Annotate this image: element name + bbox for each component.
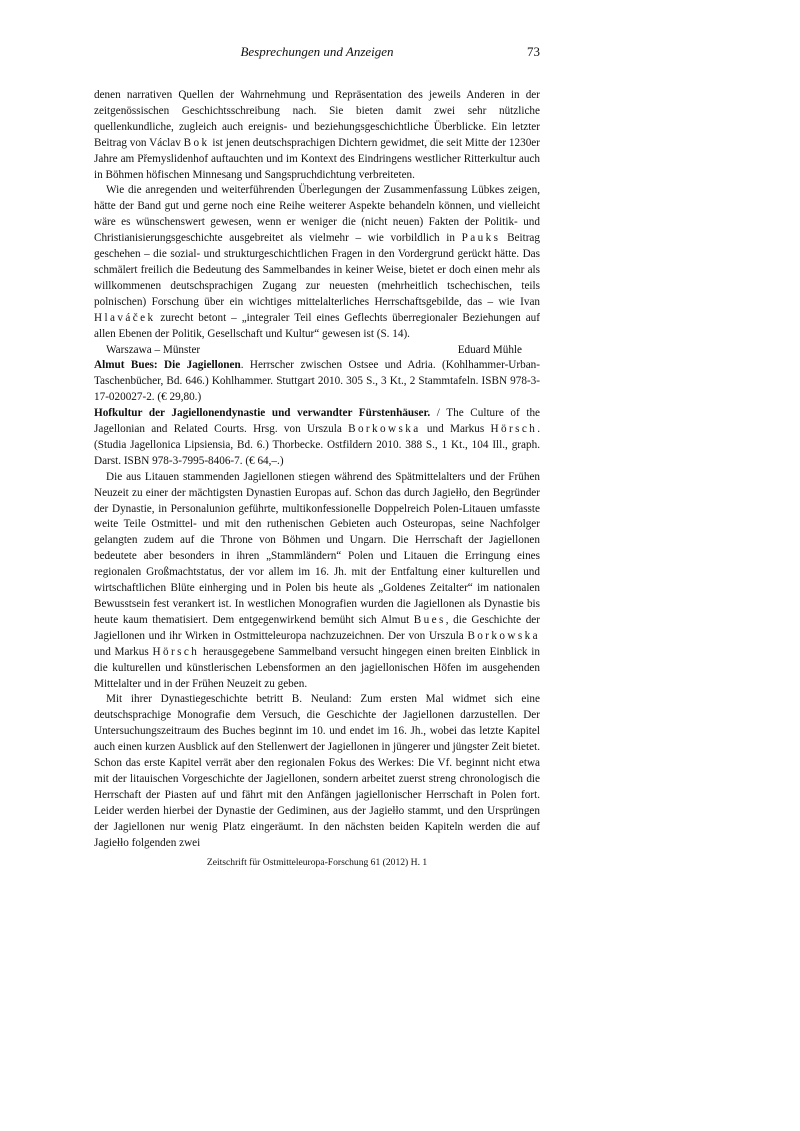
review2-paragraph-1 bbox=[94, 470, 540, 693]
book-entry-2 bbox=[94, 406, 540, 470]
text-run: Die aus Litauen stammenden Jagiellonen stiegen während des Spätmittelalters und der Frühen Neuzeit zu einer der mächtigsten Dynastien Europas auf. Schon das durch Jagiełło, den Begründer der Dynastie, in Personalunion geführte, multikonfessionelle Doppelreich Polen-Litauen umfasste weite Teile Ostmittel- und mit den ruthenischen Gebieten auch Osteuropas, seine Nachfolger gelangten zudem auf die Throne von Böhmen und Ungarn. Die Herrschaft der Jagiellonen bedeutete aber besonders in ihren „Stammländern“ Polen und Litauen die Erringung eines regionalen Großmachtstatus, der vor allem im 16. Jh. mit der Entfaltung einer kulturellen und wirtschaftlichen Blüte einherging und in Polen bis heute als „Goldenes Zeitalter“ im nationalen Bewusstsein fest verankert ist. In westlichen Monografien wurden die Jagiellonen als Dynastie bis heute kaum thematisiert. Dem entgegenwirkend bemüht sich Almut bbox=[94, 470, 540, 626]
review2-paragraph-2: Mit ihrer Dynastiegeschichte betritt B. Neuland: Zum ersten Mal widmet sich eine deutschsprachige Monografie dem Versuch, die Geschichte der Jagiellonen darzustellen. Der Untersuchungszeitraum des Buches beginnt im 10. und endet im 16. Jh., wobei das letzte Kapitel auch einen kurzen Ausblick auf den Stellenwert der Jagiellonen in jüngerer und jüngster Zeit bietet. Schon das erste Kapitel verrät aber den regionalen Fokus des Werkes: Die Vf. beginnt nicht etwa mit der litauischen Vorgeschichte der Jagiellonen, sondern arbeitet zuerst streng chronologisch die Herrschaft der Piasten auf und fährt mit den Anfängen jagiellonischer Herrschaft in Polen fort. Leider werden hierbei der Dynastie der Gediminen, aus der Jagiełło stammt, und den Ursprüngen der Jagiellonen nur wenig Platz eingeräumt. In den nächsten beiden Kapiteln werden die auf Jagiełło folgenden zwei bbox=[94, 693, 540, 849]
text-run: Wie die anregenden und weiterführenden Überlegungen der Zusammenfassung Lübkes zeigen, hätte der Band gut und gerne noch eine Reihe weiterer Aspekte behandeln können, und vielleicht wäre es wünschenswert gewesen, wenn er weniger die (nicht neuen) Fakten der Politik- und Christianisierungsgeschichte ausgebreitet als vielmehr – wie vorbildlich in bbox=[94, 184, 540, 245]
author-name-spaced: Pauks bbox=[461, 232, 501, 245]
author-name-spaced: Hlaváček bbox=[94, 311, 156, 324]
text-run: / The Culture of the Jagellonian and Related Courts. Hrsg. von Urszula bbox=[94, 407, 540, 436]
review1-paragraph-2 bbox=[94, 183, 540, 342]
book-entry-1 bbox=[94, 358, 540, 406]
text-run: zurecht betont – „integraler Teil eines Geflechts überregionaler Beziehungen auf allen Ebenen der Politik, Gesellschaft und Kultur“ gewesen ist (S. 14). bbox=[94, 311, 540, 340]
text-run: Beitrag geschehen – die sozial- und strukturgeschichtlichen Fragen in den Vordergrund gerückt hätte. Das schmälert freilich die Bedeutung des Sammelbandes in keiner Weise, bietet er doch einen mehr als willkommenen deutschsprachigen Zugang zur neuesten (mehrheitlich tschechischen, teils polnischen) Forschung über ein wichtiges mittelalterliches Herrschaftsgebilde, das – wie Ivan bbox=[94, 232, 540, 308]
running-title: Besprechungen und Anzeigen bbox=[240, 44, 394, 59]
page-number: 73 bbox=[527, 44, 540, 59]
author-name-spaced: Hörsch bbox=[152, 645, 200, 658]
signature-place: Warszawa – Münster bbox=[106, 343, 201, 356]
running-head bbox=[94, 44, 540, 64]
author-name-spaced: Bues bbox=[413, 613, 446, 626]
text-run: und Markus bbox=[94, 645, 153, 658]
text-run: , die Geschichte der Jagiellonen und ihr Wirken in Ostmitteleuropa nachzuzeichnen. Der von Urszula bbox=[94, 613, 540, 642]
text-run: denen narrativen Quellen der Wahrnehmung und Repräsentation des jeweils Anderen in der zeitgenössischen Geschichtsschreibung nach. Sie bieten damit zwei sehr nützliche quellenkundliche, zugleich auch ereignis- und beziehungsgeschichtliche Überblicke. Ein letzter Beitrag von Václav bbox=[94, 89, 540, 149]
text-run: . (Studia Jagellonica Lipsiensia, Bd. 6.) Thorbecke. Ostfildern 2010. 388 S., 1 Kt., 104 Ill., graph. Darst. ISBN 978-3-7995-8406-7. (€ 64,–.) bbox=[94, 423, 540, 467]
review-signature bbox=[94, 343, 540, 359]
author-name-spaced: Bok bbox=[183, 136, 210, 149]
text-run: herausgegebene Sammelband versucht hingegen einen breiten Einblick in die kulturellen und künstlerischen Lebensformen an den jagiellonischen Höfen im ausgehenden Mittelalter und in der Frühen Neuzeit zu geben. bbox=[94, 645, 540, 690]
editor-name-spaced: Hörsch bbox=[490, 423, 538, 436]
text-run: . Herrscher zwischen Ostsee und Adria. (Kohlhammer-Urban-Taschenbücher, Bd. 646.) Kohlhammer. Stuttgart 2010. 305 S., 3 Kt., 2 Stammtafeln. ISBN 978-3-17-020027-2. (€ 29,80.) bbox=[94, 359, 540, 404]
text-run: und Markus bbox=[420, 423, 491, 436]
text-run: ist jenen deutschsprachigen Dichtern gewidmet, die seit Mitte der 1230er Jahre am Přemyslidenhof auftauchten und im Kontext des Eindringens westlicher Ritterkultur auch in Böhmen höfischen Minnesang und Sangspruchdichtung verbreiteten. bbox=[94, 136, 541, 181]
author-name-spaced: Borkowska bbox=[467, 629, 540, 642]
signature-author: Eduard Mühle bbox=[457, 343, 522, 356]
book-title-bold: Almut Bues: Die Jagiellonen bbox=[94, 359, 241, 372]
review1-paragraph-1 bbox=[94, 88, 540, 183]
journal-footer: Zeitschrift für Ostmitteleuropa-Forschung 61 (2012) H. 1 bbox=[206, 857, 428, 868]
editor-name-spaced: Borkowska bbox=[348, 423, 421, 436]
book-title-bold: Hofkultur der Jagiellonendynastie und verwandter Fürstenhäuser. bbox=[94, 407, 431, 420]
page-body bbox=[94, 88, 540, 852]
